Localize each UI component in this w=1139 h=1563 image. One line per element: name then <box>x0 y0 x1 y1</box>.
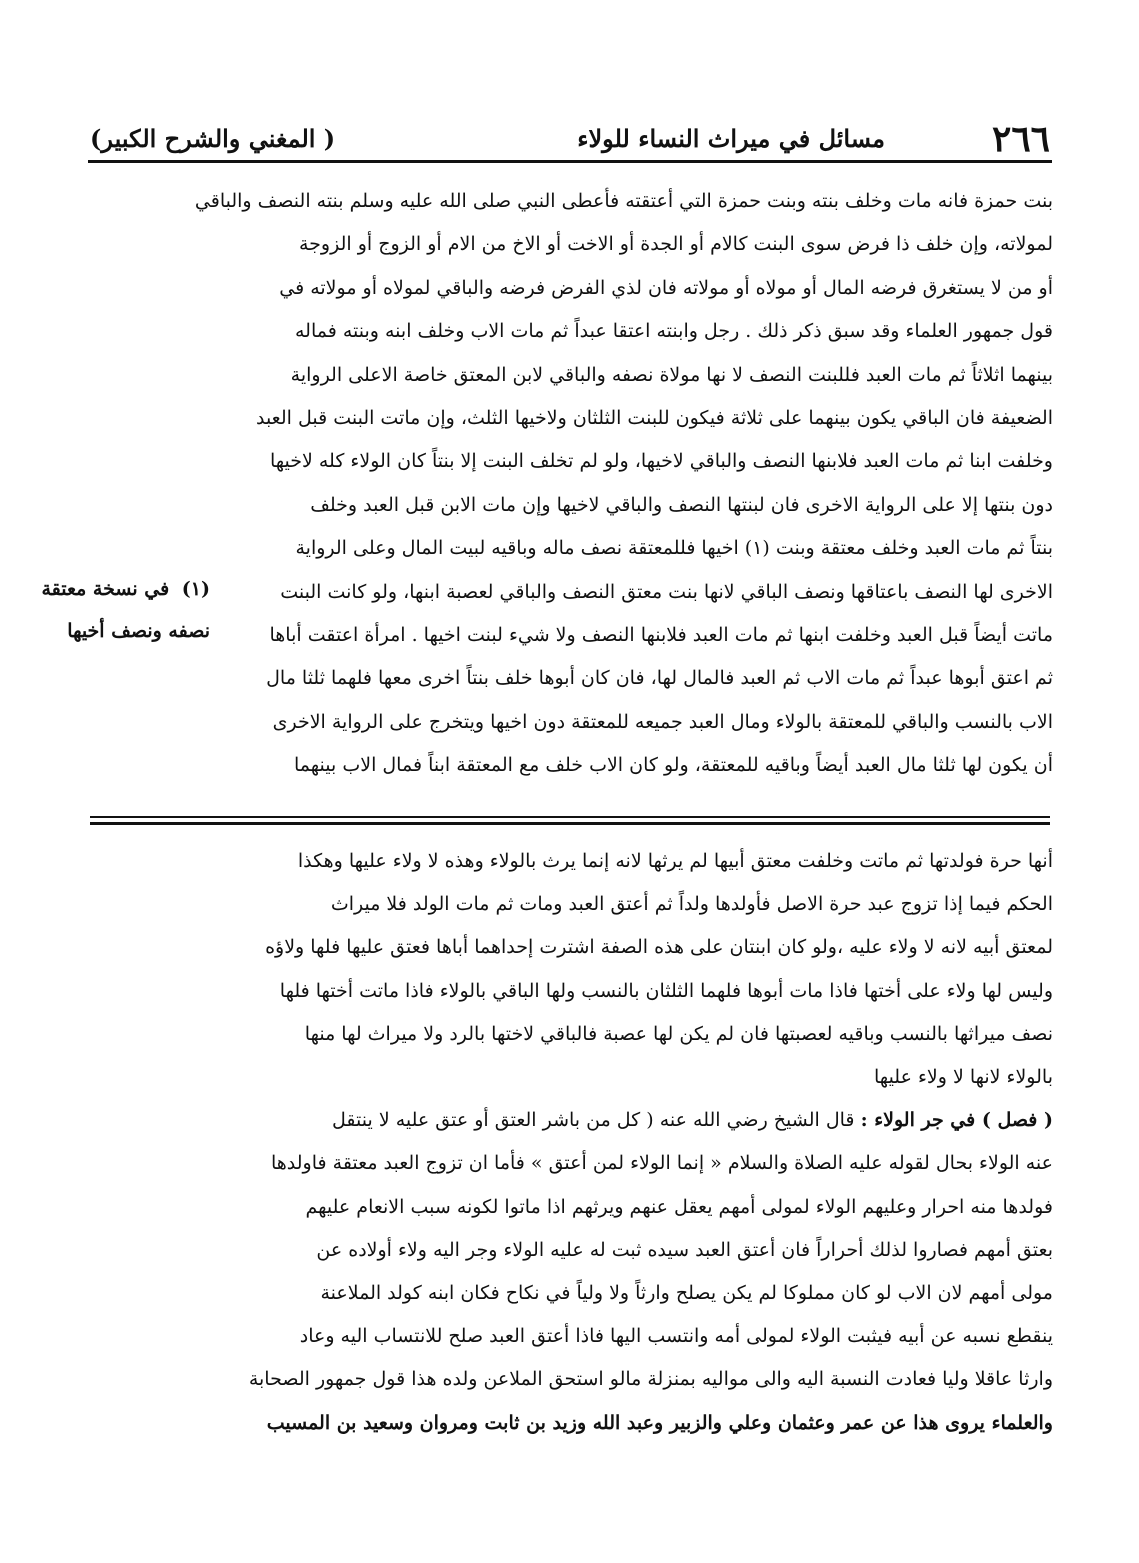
page-header <box>90 118 1050 164</box>
main-text-line: مولى أمهم لان الاب لو كان مملوكا لم يكن يصلح وارثاً ولا ولياً في نكاح فكان ابنه كولد الملاعنة <box>320 1282 1053 1305</box>
main-text-line: الحكم فيما إذا تزوج عبد حرة الاصل فأولدها ولداً ثم أعتق العبد ومات ثم مات الولد فلا ميراث <box>330 893 1053 916</box>
main-text-line: بعتق أمهم فصاروا لذلك أحراراً فان أعتق العبد سيده ثبت له عليه الولاء وجر اليه ولاء أولاده عن <box>316 1238 1053 1261</box>
main-text-line: والعلماء يروى هذا عن عمر وعثمان وعلي والزبير وعبد الله وزيد بن ثابت ومروان وسعيد بن المسيب <box>266 1411 1053 1434</box>
commentary-line: ثم اعتق أبوها عبداً ثم مات الاب ثم العبد فالمال لها، فان كان أبوها خلف بنتاً اخرى معها فلهما ثلثا مال <box>266 667 1053 690</box>
commentary-line: الضعيفة فان الباقي يكون بينهما على ثلاثة فيكون للبنت الثلثان ولاخيها الثلث، وإن ماتت البنت قبل العبد <box>255 407 1053 430</box>
main-text-line: فولدها منه احرار وعليهم الولاء لمولى أمهم يعقل عنهم ويرثهم اذا ماتوا لكونه سبب الانعام عليهم <box>305 1195 1053 1218</box>
commentary-line: أو من لا يستغرق فرضه المال أو مولاه أو مولاته فان لذي الفرض فرضه والباقي لمولاه أو مولاته في <box>279 276 1053 299</box>
commentary-line: وخلفت ابنا ثم مات العبد فلابنها النصف والباقي لاخيها، ولو لم تخلف البنت إلا بنتاً كان الولاء كله لاخيها <box>269 450 1053 473</box>
main-text-line: وارثا عاقلا وليا فعادت النسبة اليه والى مواليه بمنزلة مالو استحق الملاعن ولده هذا قول جمهور الصحابة <box>248 1368 1053 1391</box>
section-divider-bottom <box>90 822 1050 825</box>
commentary-line: بينهما اثلاثاً ثم مات العبد فللبنت النصف لا نها مولاة نصفه والباقي لابن المعتق خاصة الاعلى الرواية <box>290 363 1053 386</box>
section-heading-line <box>85 1099 1053 1142</box>
main-text-line: بالولاء لانها لا ولاء عليها <box>874 1066 1053 1089</box>
commentary-line: ماتت أيضاً قبل العبد وخلفت ابنها ثم مات العبد فلابنها النصف ولا شيء لبنت اخيها . امرأة اعتقت أباها <box>269 624 1053 647</box>
footnote-mark: (١) <box>181 578 210 600</box>
commentary-block <box>85 180 1053 788</box>
main-text-line: ينقطع نسبه عن أبيه فيثبت الولاء لمولى أمه وانتسب اليها فاذا أعتق العبد صلح للانتساب اليه وعاد <box>299 1325 1053 1348</box>
chapter-title: مسائل في ميراث النساء للولاء <box>577 124 885 153</box>
commentary-line: الاب بالنسب والباقي للمعتقة بالولاء ومال العبد جميعه للمعتقة دون اخيها ويتخرج على الرواية الاخرى <box>272 710 1053 733</box>
footnote-text: في نسخة معتقة نصفه ونصف أخيها <box>41 578 210 642</box>
main-text-line: لمعتق أبيه لانه لا ولاء عليه ،ولو كان ابنتان على هذه الصفة اشترت إحداهما أباها فعتق عليها فلها ولاؤه <box>265 936 1053 959</box>
section-title: ( فصل ) في جر الولاء : <box>860 1109 1053 1132</box>
section-text: قال الشيخ رضي الله عنه ( كل من باشر العتق أو عتق عليه لا ينتقل <box>332 1109 855 1132</box>
header-divider <box>88 160 1052 163</box>
section-divider-top <box>90 816 1050 818</box>
commentary-line: دون بنتها إلا على الرواية الاخرى فان لبنتها النصف والباقي لاخيها وإن مات الابن قبل العبد وخلف <box>310 493 1053 516</box>
main-text-line: عنه الولاء بحال لقوله عليه الصلاة والسلام « إنما الولاء لمن أعتق » فأما ان تزوج العبد معتقة فاولدها <box>270 1152 1053 1175</box>
commentary-line: بنتاً ثم مات العبد وخلف معتقة وبنت (١) اخيها فللمعتقة نصف ماله وباقيه لبيت المال وعلى الرواية <box>295 537 1053 560</box>
commentary-line: لمولاته، وإن خلف ذا فرض سوى البنت كالام أو الجدة أو الاخت أو الاخ من الام أو الزوج أو الزوجة <box>299 233 1053 256</box>
main-text-line: وليس لها ولاء على أختها فاذا مات أبوها فلهما الثلثان بالنسب ولها الباقي بالولاء فاذا ماتت أختها فلها <box>279 979 1053 1002</box>
main-text-line: نصف ميراثها بالنسب وباقيه لعصبتها فان لم يكن لها عصبة فالباقي لاختها بالرد ولا ميراث لها منها <box>304 1022 1053 1045</box>
page-number: ٢٦٦ <box>991 118 1050 160</box>
book-title: ( المغني والشرح الكبير) <box>90 124 336 153</box>
margin-footnote <box>0 568 210 652</box>
commentary-line: أن يكون لها ثلثا مال العبد أيضاً وباقيه للمعتقة، ولو كان الاب خلف مع المعتقة ابناً فمال الاب بينهما <box>294 754 1053 777</box>
commentary-line: الاخرى لها النصف باعتاقها ونصف الباقي لانها بنت معتق النصف والباقي لعصبة ابنها، ولو كانت البنت <box>280 580 1053 603</box>
main-text-block <box>85 840 1053 1445</box>
commentary-line: قول جمهور العلماء وقد سبق ذكر ذلك . رجل وابنته اعتقا عبداً ثم مات الاب وخلف ابنه وبنته فماله <box>294 320 1053 343</box>
commentary-line: بنت حمزة فانه مات وخلف بنته وبنت حمزة التي أعتقته فأعطى النبي صلى الله عليه وسلم بنته النصف والباقي <box>194 190 1053 212</box>
main-text-line: أنها حرة فولدتها ثم ماتت وخلفت معتق أبيها لم يرثها لانه إنما يرث بالولاء وهذه لا ولاء عليها وهكذا <box>297 850 1053 872</box>
